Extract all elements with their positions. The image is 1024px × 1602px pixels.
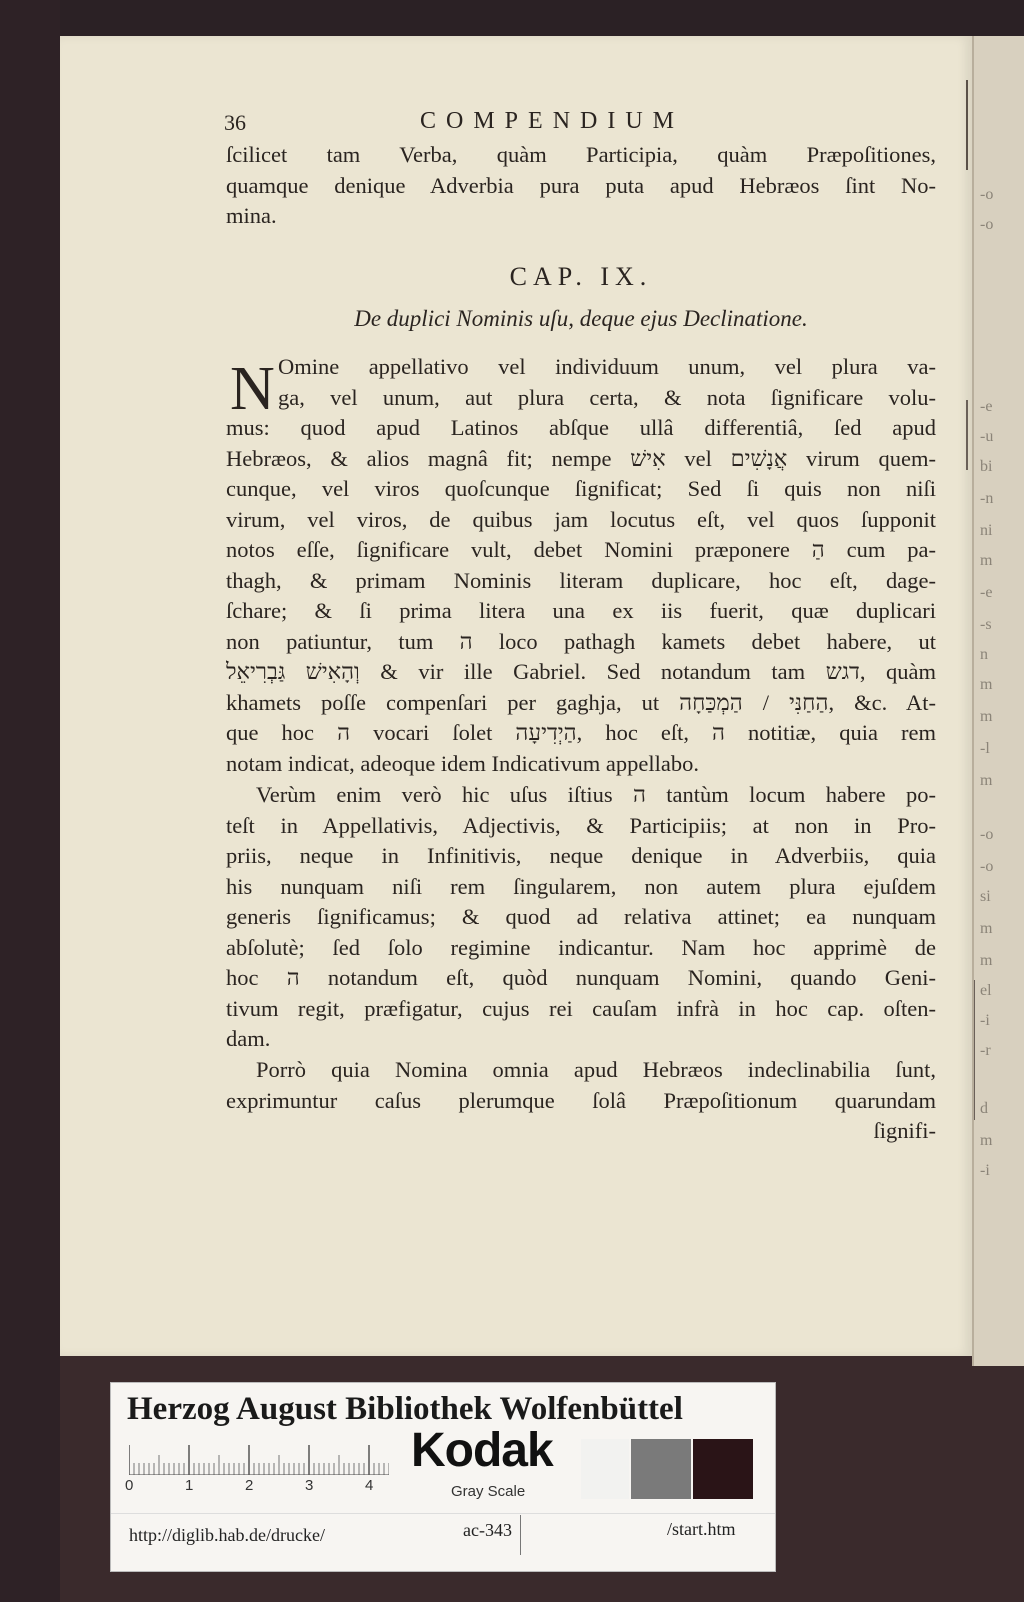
text-line: non patiuntur, tum ה loco pathagh kamets debet habere, ut [226,628,936,654]
text-line: ſchare; & ſi prima litera una ex iis fuerit, quæ duplicari [226,598,936,623]
text-line: mina. [226,203,277,228]
drop-cap: N [230,355,275,423]
intro-text [226,140,936,232]
source-url: http://diglib.hab.de/drucke/ [129,1525,325,1545]
text-line: Omine appellativo vel individuum unum, vel plura va- [278,354,936,379]
chapter-heading: CAP. IX. [509,262,653,291]
text-line: notam indicat, adeoque idem Indicativum appellabo. [226,750,699,776]
text-line: וְהָאִישׁ גַּבְרִיאֵל & vir ille Gabriel. Sed notandum tam דגש, quàm [226,659,936,684]
gray-swatch-mid [631,1439,691,1499]
ruler-number: 2 [245,1477,254,1494]
ruler-number: 1 [185,1477,194,1494]
text-line: Porrò quia Nomina omnia apud Hebræos indeclinabilia ſunt, [256,1057,936,1082]
text-line: teſt in Appellativis, Adjectivis, & Participiis; at non in Pro- [226,812,936,838]
gray-scale-label: Gray Scale [451,1483,526,1500]
text-line: abſolutè; ſed ſolo regimine indicantur. Nam hoc apprimè de [226,934,936,960]
scale-ruler [129,1445,389,1475]
scan-background-top [0,0,1024,38]
text-line: generis ſignificamus; & quod ad relativa attinet; ea nunquam [226,904,936,929]
text-line: notos eſſe, ſignificare vult, debet Nomini præponere הַ cum pa- [226,537,936,562]
catchword: ſignifi- [873,1118,936,1143]
scan-background-left [0,0,60,1602]
text-line: virum, vel viros, de quibus jam locutus eſt, vel quos ſupponit [226,506,936,532]
running-head: COMPENDIUM [420,108,685,134]
text-line: hoc ה notandum eſt, quòd nunquam Nomini, quando Geni- [226,965,936,990]
shelf-code: ac-343 [463,1515,521,1555]
text-line: cunque, vel viros quoſcunque ſignificat; Sed ſi quis non niſi [226,476,936,501]
text-line: khamets poſſe compenſari per gaghja, ut הַחַנִּי / הַמְכַּחָה, &c. At- [226,689,936,715]
start-path: /start.htm [667,1519,736,1539]
library-name: Herzog August Bibliothek Wolfenbüttel [127,1391,683,1427]
gutter-shadow [974,980,975,1120]
gray-swatch-black [693,1439,753,1499]
gutter-shadow [966,80,968,170]
paragraph-1 [226,352,936,779]
ruler-number: 4 [365,1477,374,1494]
text-line: his nunquam niſi rem ſingularem, non autem plura ejuſdem [226,873,936,899]
text-line: Hebræos, & alios magnâ fit; nempe אִישׁ vel אֲנָשִׁים virum quem- [226,445,936,471]
text-line: exprimuntur caſus plerumque ſolâ Præpoſitionum quarundam [226,1087,936,1113]
text-line: Verùm enim verò hic uſus iſtius ה tantùm locum habere po- [256,782,936,807]
facing-page-edge: -o -o -e -u bi -n ni m -e -s n m m -l m -o -o si m m el -i -r d m -i [972,36,1024,1366]
text-line: priis, neque in Infinitivis, neque denique in Adverbiis, quia [226,843,936,868]
paragraph-2 [226,780,936,1055]
scan-target-label [110,1382,776,1572]
text-line: thagh, & primam Nominis literam duplicare, hoc eſt, dage- [226,567,936,593]
ruler-number: 0 [125,1477,134,1494]
text-line: ga, vel unum, aut plura certa, & nota ſignificare volu- [278,384,936,410]
kodak-logo: Kodak [411,1424,553,1477]
gutter-shadow [966,400,968,470]
page-number: 36 [224,110,246,135]
text-line: mus: quod apud Latinos abſque ullâ differentiâ, ſed apud [226,415,936,440]
label-divider [111,1513,775,1514]
text-line: que hoc ה vocari ſolet הַיְדִיעָה, hoc eſt, ה notitiæ, quia rem [226,720,936,745]
text-line: quamque denique Adverbia pura puta apud Hebræos ſint No- [226,172,936,198]
paragraph-3 [226,1055,936,1147]
gray-swatch-white [581,1439,629,1499]
text-line: ſcilicet tam Verba, quàm Participia, quàm Præpoſitiones, [226,142,936,167]
text-line: dam. [226,1026,271,1051]
text-line: tivum regit, præfigatur, cujus rei cauſam infrà in hoc cap. oſten- [226,995,936,1021]
chapter-subtitle: De duplici Nominis uſu, deque ejus Declinatione. [354,306,808,331]
ruler-number: 3 [305,1477,314,1494]
